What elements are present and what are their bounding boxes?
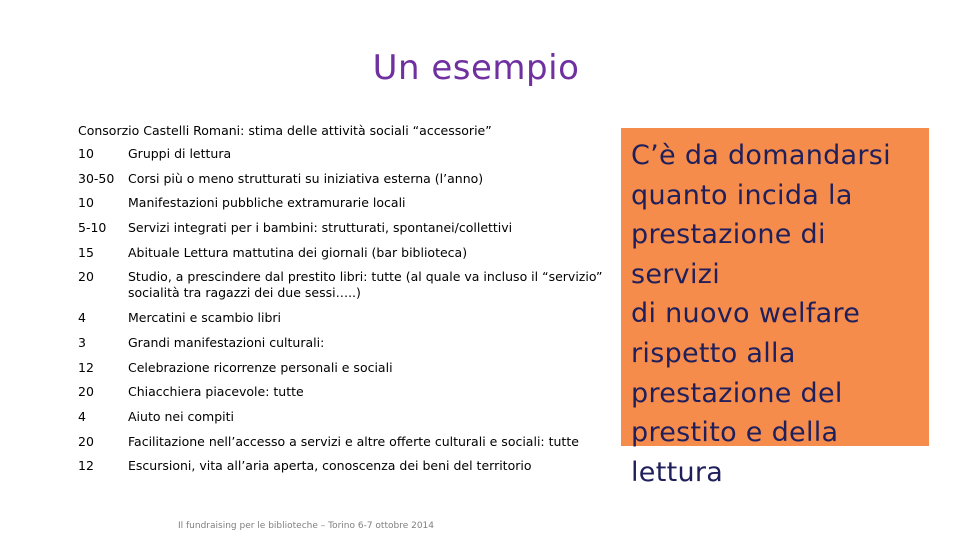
activity-label: Grandi manifestazioni culturali:	[128, 334, 325, 350]
subtitle: Consorzio Castelli Romani: stima delle attività sociali “accessorie”	[78, 123, 492, 138]
estimate-value: 12	[78, 458, 94, 474]
slide-title: Un esempio	[372, 48, 580, 88]
callout-line: C’è da domandarsi	[631, 140, 891, 171]
list-item	[78, 245, 618, 261]
estimate-value: 4	[78, 408, 86, 424]
estimate-value: 10	[78, 146, 94, 161]
callout-line: rispetto alla	[631, 337, 796, 369]
callout-text	[631, 136, 919, 492]
estimate-value: 20	[78, 384, 94, 400]
list-item	[78, 171, 618, 187]
estimate-value: 3	[78, 334, 86, 350]
callout-box	[621, 128, 929, 488]
activity-label: Aiuto nei compiti	[128, 408, 235, 424]
estimate-value: 15	[78, 244, 94, 260]
activity-label: Celebrazione ricorrenze personali e sociali	[128, 359, 393, 375]
callout-line: lettura	[631, 456, 724, 488]
estimate-value: 30-50	[78, 170, 115, 186]
list-item	[78, 434, 618, 450]
activity-list	[78, 146, 618, 483]
activity-label: Corsi più o meno strutturati su iniziativa esterna (l’anno)	[128, 170, 484, 186]
callout-line: prestito e della	[631, 417, 839, 449]
estimate-value: 12	[78, 359, 94, 375]
activity-label: Abituale Lettura mattutina dei giornali (bar biblioteca)	[128, 244, 468, 260]
list-item	[78, 269, 618, 301]
list-item	[78, 384, 618, 400]
estimate-value: 4	[78, 310, 86, 326]
estimate-value: 20	[78, 269, 94, 285]
activity-label: Facilitazione nell’accesso a servizi e altre offerte culturali e sociali: tutte	[128, 433, 579, 449]
estimate-value: 5-10	[78, 220, 107, 236]
activity-label: Mercatini e scambio libri	[128, 310, 282, 326]
list-item	[78, 195, 618, 211]
list-item	[78, 360, 618, 376]
activity-label: Gruppi di lettura	[128, 146, 232, 161]
activity-label: Escursioni, vita all’aria aperta, conoscenza dei beni del territorio	[128, 458, 532, 474]
estimate-value: 20	[78, 433, 94, 449]
callout-line: prestazione di servizi	[631, 219, 826, 290]
footer-text: Il fundraising per le biblioteche – Torino 6-7 ottobre 2014	[178, 521, 435, 531]
callout-line: quanto incida la	[631, 179, 853, 211]
list-item	[78, 335, 618, 351]
list-item	[78, 146, 618, 162]
activity-label: Servizi integrati per i bambini: strutturati, spontanei/collettivi	[128, 220, 513, 236]
list-item	[78, 458, 618, 474]
list-item	[78, 220, 618, 236]
callout-line: di nuovo welfare	[631, 298, 861, 330]
activity-label: Studio, a prescindere dal prestito libri: tutte (al quale va incluso il “servizio” socialità tra ragazzi dei due sessi…..)	[128, 269, 603, 301]
callout-line: prestazione del	[631, 377, 843, 409]
estimate-value: 10	[78, 195, 94, 211]
list-item	[78, 409, 618, 425]
activity-label: Manifestazioni pubbliche extramurarie locali	[128, 195, 406, 211]
activity-label: Chiacchiera piacevole: tutte	[128, 384, 304, 400]
list-item	[78, 310, 618, 326]
